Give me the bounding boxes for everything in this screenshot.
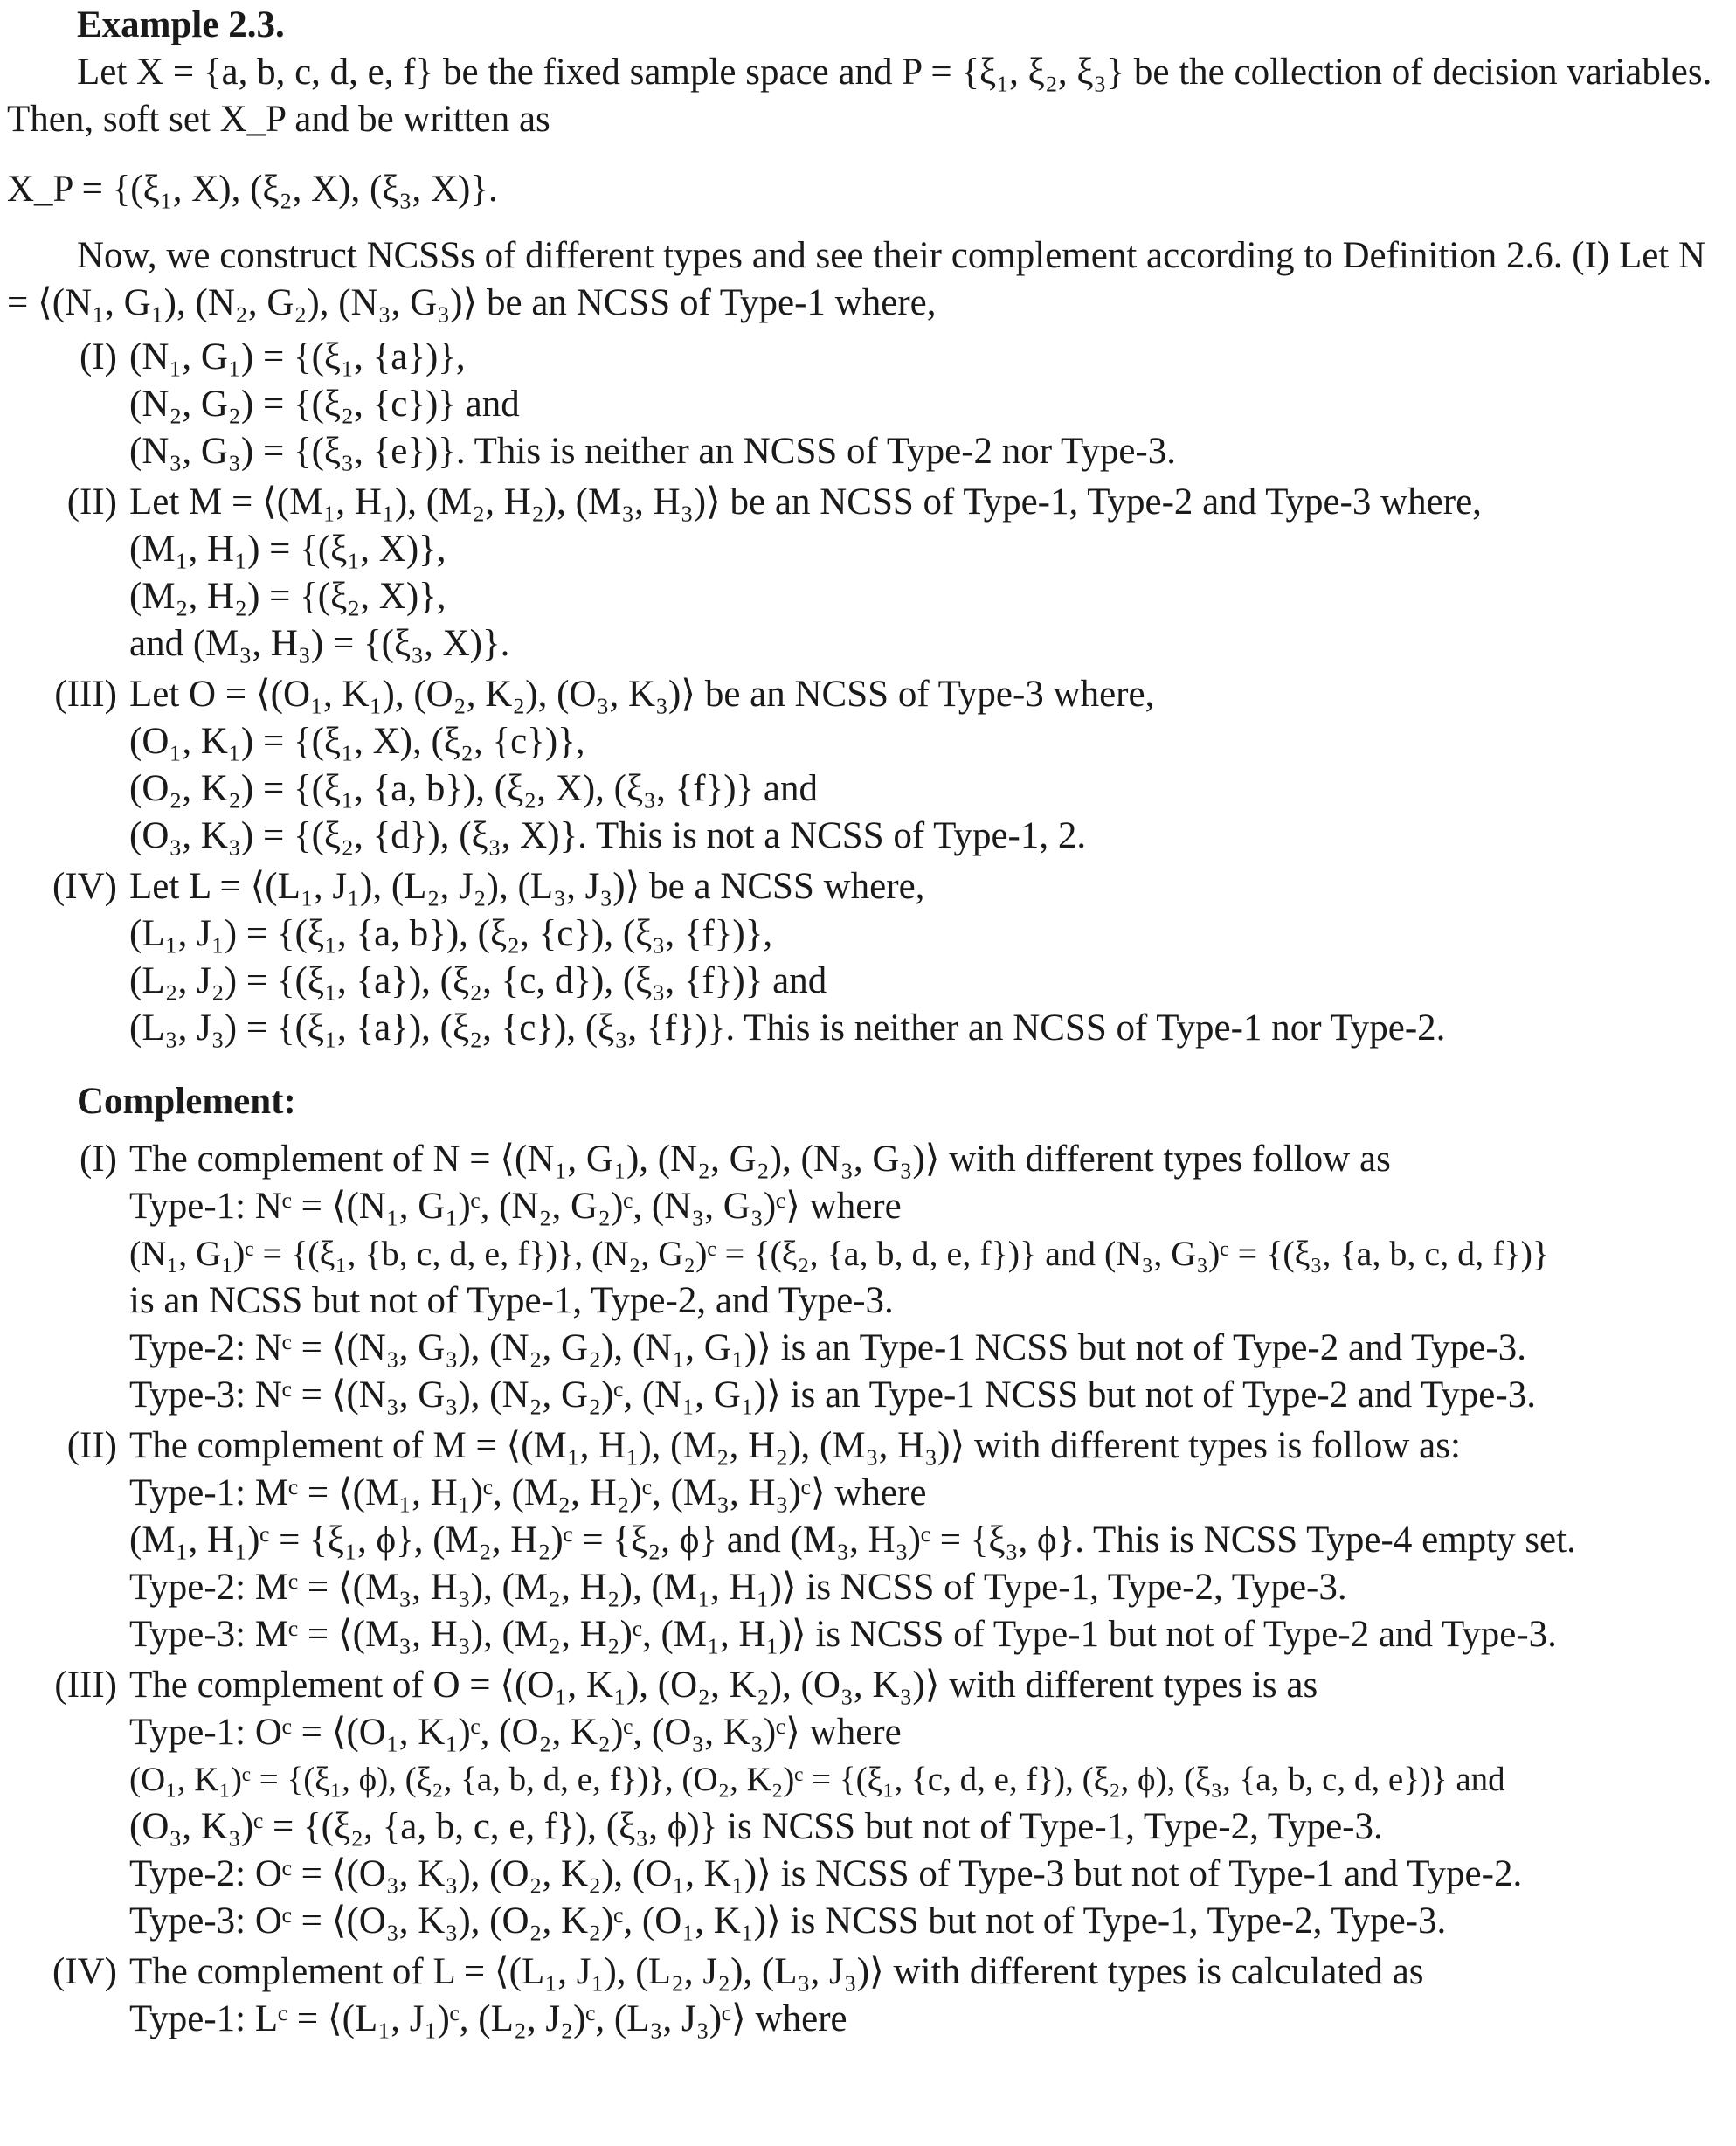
item-line: (L₃, J₃) = {(ξ₁, {a}), (ξ₂, {c}), (ξ₃, {f})}. This is neither an NCSS of Type-1 nor Type-2.: [129, 1007, 1446, 1049]
item-line: Type-2: Mᶜ = ⟨(M₃, H₃), (M₂, H₂), (M₁, H₁)⟩ is NCSS of Type-1, Type-2, Type-3.: [129, 1567, 1347, 1608]
item-line: Type-1: Nᶜ = ⟨(N₁, G₁)ᶜ, (N₂, G₂)ᶜ, (N₃, G₃)ᶜ⟩ where: [129, 1186, 902, 1227]
example-list: [7, 334, 1729, 1052]
item-label: (III): [54, 1665, 117, 1706]
item-line: (O₁, K₁)ᶜ = {(ξ₁, ϕ), (ξ₂, {a, b, d, e, f})}, (O₂, K₂)ᶜ = {(ξ₁, {c, d, e, f}), (ξ₂, ϕ), (ξ₃, {a, b, c, d, e})} and: [129, 1761, 1505, 1798]
item-line: (M₁, H₁) = {(ξ₁, X)},: [129, 529, 446, 570]
soft-set-equation: X_P = {(ξ₁, X), (ξ₂, X), (ξ₃, X)}.: [7, 169, 498, 210]
item-line: Type-1: Lᶜ = ⟨(L₁, J₁)ᶜ, (L₂, J₂)ᶜ, (L₃, J₃)ᶜ⟩ where: [129, 1998, 847, 2039]
construct-paragraph: Now, we construct NCSSs of different types and see their complement according to Definition 2.6. (I) Let N = ⟨(N₁, G₁), (N₂, G₂), (N₃, G₃)⟩ be an NCSS of Type-1 where,: [7, 235, 1706, 323]
item-label: (II): [66, 481, 117, 523]
item-line: (L₂, J₂) = {(ξ₁, {a}), (ξ₂, {c, d}), (ξ₃, {f})} and: [129, 960, 827, 1001]
item-line: Type-2: Nᶜ = ⟨(N₃, G₃), (N₂, G₂), (N₁, G₁)⟩ is an Type-1 NCSS but not of Type-2 and Type-3.: [129, 1327, 1526, 1368]
complement-item-3: [7, 1662, 1729, 1945]
example-item-3: [7, 671, 1729, 860]
paper-page: [0, 2, 1736, 2146]
complement-item-2: [7, 1423, 1729, 1658]
item-line: Let O = ⟨(O₁, K₁), (O₂, K₂), (O₃, K₃)⟩ be an NCSS of Type-3 where,: [129, 674, 1155, 715]
item-line: is an NCSS but not of Type-1, Type-2, and Type-3.: [129, 1280, 894, 1321]
item-line: Type-3: Mᶜ = ⟨(M₃, H₃), (M₂, H₂)ᶜ, (M₁, H₁)⟩ is NCSS of Type-1 but not of Type-2 and Type-3.: [129, 1614, 1557, 1655]
example-title: Example 2.3.: [77, 4, 285, 45]
item-line: (O₃, K₃)ᶜ = {(ξ₂, {a, b, c, e, f}), (ξ₃, ϕ)} is NCSS but not of Type-1, Type-2, Type-3.: [129, 1806, 1383, 1847]
complement-list: [7, 1136, 1729, 2043]
item-line: The complement of L = ⟨(L₁, J₁), (L₂, J₂), (L₃, J₃)⟩ with different types is calculated as: [129, 1951, 1424, 1992]
item-line: Type-1: Mᶜ = ⟨(M₁, H₁)ᶜ, (M₂, H₂)ᶜ, (M₃, H₃)ᶜ⟩ where: [129, 1472, 927, 1513]
item-line: (N₁, G₁) = {(ξ₁, {a})},: [129, 336, 466, 377]
item-line: The complement of M = ⟨(M₁, H₁), (M₂, H₂), (M₃, H₃)⟩ with different types is follow as:: [129, 1425, 1461, 1466]
item-label: (I): [80, 336, 117, 377]
item-label: (III): [54, 674, 117, 715]
item-line: Type-1: Oᶜ = ⟨(O₁, K₁)ᶜ, (O₂, K₂)ᶜ, (O₃, K₃)ᶜ⟩ where: [129, 1712, 902, 1753]
item-line: (O₁, K₁) = {(ξ₁, X), (ξ₂, {c})},: [129, 721, 585, 762]
item-line: (N₂, G₂) = {(ξ₂, {c})} and: [129, 384, 520, 425]
complement-item-1: [7, 1136, 1729, 1419]
item-line: (O₂, K₂) = {(ξ₁, {a, b}), (ξ₂, X), (ξ₃, {f})} and: [129, 768, 819, 809]
item-line: Let L = ⟨(L₁, J₁), (L₂, J₂), (L₃, J₃)⟩ be a NCSS where,: [129, 866, 925, 907]
item-label: (I): [80, 1139, 117, 1180]
intro-paragraph: Let X = {a, b, c, d, e, f} be the fixed sample space and P = {ξ₁, ξ₂, ξ₃} be the collection of decision variables. Then, soft set X_P and be written as: [7, 52, 1712, 140]
complement-item-4: [7, 1949, 1729, 2043]
item-line: (O₃, K₃) = {(ξ₂, {d}), (ξ₃, X)}. This is not a NCSS of Type-1, 2.: [129, 815, 1087, 856]
complement-heading: Complement:: [77, 1081, 296, 1122]
example-item-4: [7, 863, 1729, 1052]
item-line: Type-2: Oᶜ = ⟨(O₃, K₃), (O₂, K₂), (O₁, K₁)⟩ is NCSS of Type-3 but not of Type-1 and Type-2.: [129, 1853, 1523, 1894]
item-line: and (M₃, H₃) = {(ξ₃, X)}.: [129, 623, 510, 664]
item-label: (IV): [52, 866, 117, 907]
item-line: (L₁, J₁) = {(ξ₁, {a, b}), (ξ₂, {c}), (ξ₃, {f})},: [129, 913, 773, 954]
item-line: Type-3: Oᶜ = ⟨(O₃, K₃), (O₂, K₂)ᶜ, (O₁, K₁)⟩ is NCSS but not of Type-1, Type-2, Type-3.: [129, 1900, 1447, 1942]
item-line: (M₁, H₁)ᶜ = {ξ₁, ϕ}, (M₂, H₂)ᶜ = {ξ₂, ϕ} and (M₃, H₃)ᶜ = {ξ₃, ϕ}. This is NCSS Type-4 empty set.: [129, 1520, 1576, 1561]
item-line: Type-3: Nᶜ = ⟨(N₃, G₃), (N₂, G₂)ᶜ, (N₁, G₁)⟩ is an Type-1 NCSS but not of Type-2 and Type-3.: [129, 1374, 1536, 1416]
example-item-1: [7, 334, 1729, 475]
item-line: (N₃, G₃) = {(ξ₃, {e})}. This is neither an NCSS of Type-2 nor Type-3.: [129, 431, 1176, 472]
item-label: (II): [66, 1425, 117, 1466]
item-line: Let M = ⟨(M₁, H₁), (M₂, H₂), (M₃, H₃)⟩ be an NCSS of Type-1, Type-2 and Type-3 where,: [129, 481, 1482, 523]
example-item-2: [7, 479, 1729, 668]
item-line: (N₁, G₁)ᶜ = {(ξ₁, {b, c, d, e, f})}, (N₂, G₂)ᶜ = {(ξ₂, {a, b, d, e, f})} and (N₃, G₃)ᶜ = {(ξ₃, {a, b, c, d, f})}: [129, 1234, 1550, 1273]
item-line: (M₂, H₂) = {(ξ₂, X)},: [129, 576, 446, 617]
item-line: The complement of N = ⟨(N₁, G₁), (N₂, G₂), (N₃, G₃)⟩ with different types follow as: [129, 1139, 1391, 1180]
item-label: (IV): [52, 1951, 117, 1992]
item-line: The complement of O = ⟨(O₁, K₁), (O₂, K₂), (O₃, K₃)⟩ with different types is as: [129, 1665, 1318, 1706]
